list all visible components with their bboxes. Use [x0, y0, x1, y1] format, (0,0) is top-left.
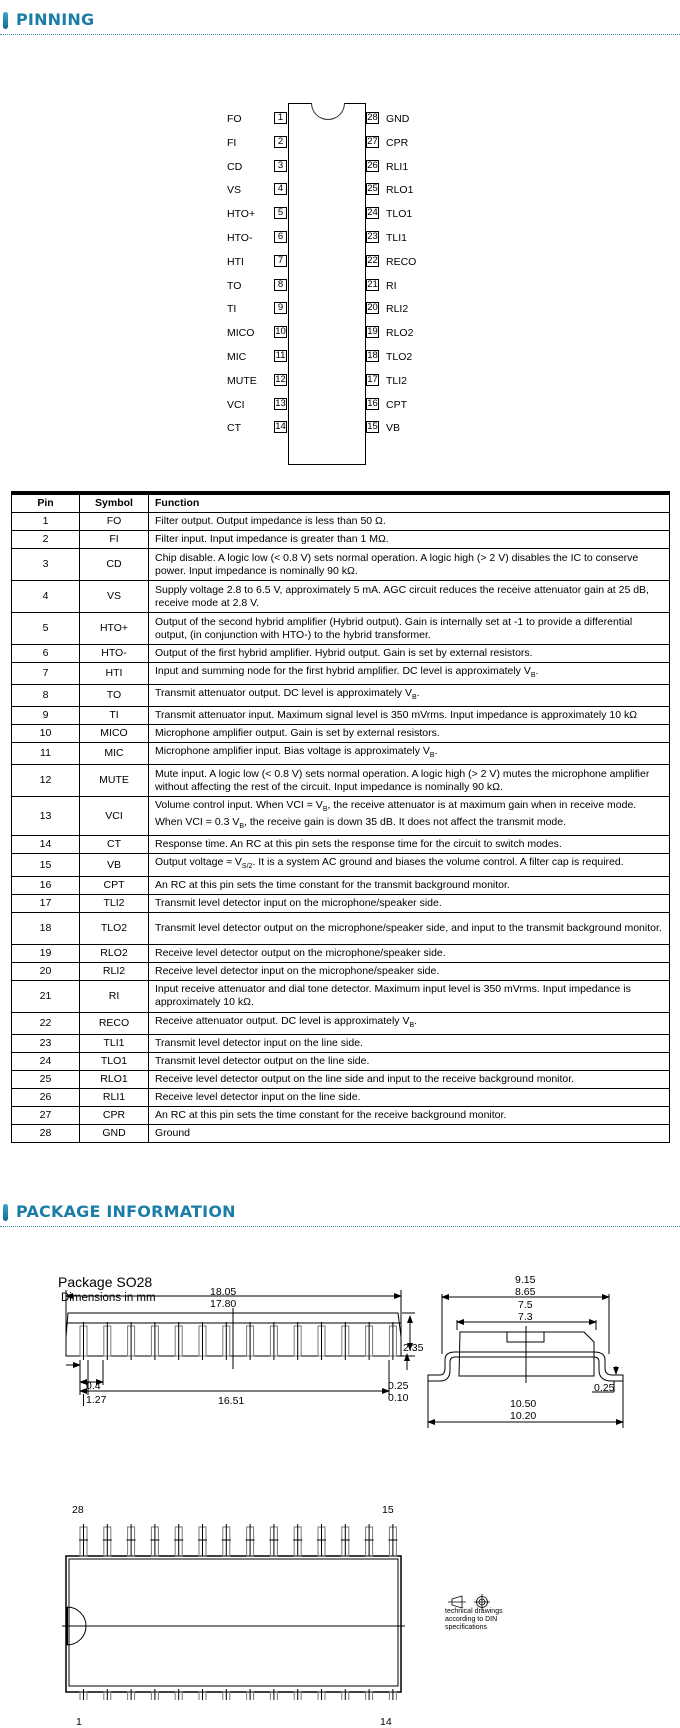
symbol-cell: CT	[80, 836, 149, 854]
function-cell: Chip disable. A logic low (< 0.8 V) sets normal operation. A logic high (> 2 V) disables the IC to conserve power. Input impedance is nominally 90 kΩ.	[149, 549, 670, 581]
pin-number-box: 28	[367, 112, 378, 123]
pin-number-box: 26	[367, 160, 378, 171]
pin-number-box: 27	[367, 136, 378, 147]
chip-notch-icon	[311, 103, 345, 120]
dim-length	[210, 1286, 236, 1310]
pin-number-box: 11	[275, 350, 286, 361]
pin-label-28: 28	[72, 1504, 84, 1516]
pin-cell: 18	[12, 912, 80, 944]
symbol-cell: VCI	[80, 797, 149, 836]
symbol-cell: TLI2	[80, 894, 149, 912]
symbol-cell: RECO	[80, 1012, 149, 1034]
function-cell: Receive level detector input on the line side.	[149, 1088, 670, 1106]
symbol-cell: TO	[80, 685, 149, 707]
function-cell: Transmit attenuator output. DC level is approximately $V_B$.	[149, 685, 670, 707]
table-row	[12, 743, 670, 765]
table-row	[12, 725, 670, 743]
pin-number-box: 3	[274, 160, 287, 172]
function-cell: Receive level detector output on the line side and input to the receive background monitor.	[149, 1070, 670, 1088]
function-cell: Output of the second hybrid amplifier (Hybrid output). Gain is internally set at -1 to provide a differential output, (in conjunction with HTO-) to the hybrid transformer.	[149, 613, 670, 645]
function-cell: Filter input. Input impedance is greater than 1 MΩ.	[149, 531, 670, 549]
pin-cell: 24	[12, 1052, 80, 1070]
pin-number-box: 21	[367, 279, 378, 290]
symbol-cell: TI	[80, 707, 149, 725]
pin-cell: 16	[12, 876, 80, 894]
dim-value: 9.15	[515, 1274, 536, 1286]
table-row	[12, 531, 670, 549]
package-drawing	[0, 1250, 680, 1728]
pin-cell: 1	[12, 513, 80, 531]
symbol-cell: GND	[80, 1124, 149, 1142]
dim-value: 8.65	[515, 1286, 536, 1298]
function-cell: Response time. An RC at this pin sets the response time for the circuit to switch modes.	[149, 836, 670, 854]
pin-cell: 14	[12, 836, 80, 854]
pin-number-box: 22	[367, 255, 378, 266]
dim-pitch: 1.27	[83, 1394, 106, 1406]
symbol-cell: VS	[80, 581, 149, 613]
pin-name-right: TLO2	[386, 351, 413, 363]
section-header-package	[0, 1200, 680, 1230]
table-row	[12, 876, 670, 894]
table-row	[12, 894, 670, 912]
symbol-cell: CD	[80, 549, 149, 581]
section-title: PINNING	[16, 10, 95, 29]
pin-number-box: 7	[274, 255, 287, 267]
pin-number-box: 14	[275, 421, 286, 432]
symbol-cell: TLO2	[80, 912, 149, 944]
function-cell: Mute input. A logic low (< 0.8 V) sets normal operation. A logic high (> 2 V) mutes the microphone amplifier without affecting the rest of the circuit. Input impedance is nominally 90 kΩ.	[149, 765, 670, 797]
pin-number-box: 18	[367, 350, 378, 361]
function-cell: Ground	[149, 1124, 670, 1142]
pin-cell: 25	[12, 1070, 80, 1088]
pin-name-right: GND	[386, 113, 410, 125]
pin-cell: 3	[12, 549, 80, 581]
pin-number-box: 17	[367, 374, 378, 385]
symbol-cell: HTI	[80, 663, 149, 685]
column-header-function: Function	[149, 493, 670, 513]
symbol-cell: TLI1	[80, 1034, 149, 1052]
pin-name-right: CPR	[386, 137, 409, 149]
dim-body-width	[518, 1299, 533, 1323]
table-row	[12, 707, 670, 725]
function-cell: An RC at this pin sets the time constant for the transmit background monitor.	[149, 876, 670, 894]
pin-cell: 20	[12, 962, 80, 980]
table-header-row	[12, 493, 670, 513]
pin-number-box: 9	[274, 302, 287, 314]
pin-number-box: 15	[367, 421, 378, 432]
pin-name-left: FO	[227, 113, 242, 125]
table-row	[12, 581, 670, 613]
pin-name-left: MIC	[227, 351, 247, 363]
pin-number-box: 8	[274, 279, 287, 291]
pin-cell: 27	[12, 1106, 80, 1124]
symbol-cell: CPR	[80, 1106, 149, 1124]
pin-diagram	[0, 0, 680, 480]
pin-number-box: 24	[367, 207, 378, 218]
table-row	[12, 854, 670, 876]
pin-cell: 5	[12, 613, 80, 645]
symbol-cell: HTO+	[80, 613, 149, 645]
symbol-cell: FI	[80, 531, 149, 549]
din-note	[445, 1608, 503, 1632]
table-row	[12, 663, 670, 685]
symbol-cell: RI	[80, 980, 149, 1012]
pin-cell: 11	[12, 743, 80, 765]
function-cell: Transmit attenuator input. Maximum signal level is 350 mVrms. Input impedance is approximately 10 kΩ	[149, 707, 670, 725]
pin-name-left: VCI	[227, 399, 245, 411]
function-cell: Filter output. Output impedance is less than 50 Ω.	[149, 513, 670, 531]
table-row	[12, 797, 670, 836]
pin-name-right: CPT	[386, 399, 407, 411]
pin-cell: 4	[12, 581, 80, 613]
pin-label-15: 15	[382, 1504, 394, 1516]
dim-value: 0.10	[388, 1392, 409, 1404]
function-cell: Receive level detector input on the microphone/speaker side.	[149, 962, 670, 980]
pin-number-box: 19	[367, 326, 378, 337]
pin-name-left: HTI	[227, 256, 244, 268]
symbol-cell: RLI2	[80, 962, 149, 980]
table-row	[12, 912, 670, 944]
pin-number-box: 25	[367, 183, 378, 194]
function-cell: An RC at this pin sets the time constant for the receive background monitor.	[149, 1106, 670, 1124]
pin-name-right: TLI2	[386, 375, 408, 387]
function-cell: Microphone amplifier input. Bias voltage is approximately $V_B$.	[149, 743, 670, 765]
dim-value: 0.25	[388, 1380, 409, 1392]
function-cell: Output voltage ≈ $V_{S/2}$. It is a system AC ground and biases the volume control. A filter cap is required.	[149, 854, 670, 876]
dim-value: 10.20	[510, 1410, 537, 1422]
din-note-line: technical drawings	[445, 1608, 503, 1615]
table-row	[12, 962, 670, 980]
function-cell: Volume control input. When VCI = $V_B$, the receive attenuator is at maximum gain when in receive mode. When VCI = 0.3 $V_B$, the receive gain is down 35 dB. It does not affect the transmit mode.	[149, 797, 670, 836]
pin-number-box: 16	[367, 398, 378, 409]
dim-value: 7.5	[518, 1299, 533, 1311]
pin-cell: 2	[12, 531, 80, 549]
pin-cell: 15	[12, 854, 80, 876]
pin-name-right: TLO1	[386, 208, 413, 220]
symbol-cell: MICO	[80, 725, 149, 743]
pin-label-1: 1	[76, 1716, 82, 1728]
pin-number-box: 1	[274, 112, 287, 124]
pin-number-box: 13	[275, 398, 286, 409]
dotted-divider	[0, 1226, 680, 1227]
dim-lead-width: 0.4	[86, 1380, 101, 1392]
dim-standoff	[388, 1380, 408, 1404]
pin-name-left: HTO+	[227, 208, 256, 220]
din-note-line: according to DIN	[445, 1616, 498, 1623]
pin-cell: 6	[12, 645, 80, 663]
function-cell: Receive level detector output on the microphone/speaker side.	[149, 944, 670, 962]
symbol-cell: RLO1	[80, 1070, 149, 1088]
table-row	[12, 645, 670, 663]
column-header-pin: Pin	[12, 493, 80, 513]
table-row	[12, 765, 670, 797]
table-row	[12, 613, 670, 645]
package-outline-drawing	[0, 1250, 680, 1700]
table-row	[12, 685, 670, 707]
pin-table-body	[12, 513, 670, 1143]
column-header-symbol: Symbol	[80, 493, 149, 513]
symbol-cell: RLI1	[80, 1088, 149, 1106]
table-row	[12, 980, 670, 1012]
pin-number-box: 23	[367, 231, 378, 242]
pin-name-left: CT	[227, 422, 241, 434]
header-bar-icon	[3, 1204, 8, 1221]
pin-number-box: 6	[274, 231, 287, 243]
function-cell: Transmit level detector output on the microphone/speaker side, and input to the transmit background monitor.	[149, 912, 670, 944]
pin-cell: 23	[12, 1034, 80, 1052]
dim-overall-width	[510, 1398, 536, 1422]
pin-number-box: 4	[274, 183, 287, 195]
dim-value: 18.05	[210, 1286, 237, 1298]
package-name: Package SO28	[58, 1274, 153, 1290]
pin-name-right: VB	[386, 422, 401, 434]
symbol-cell: FO	[80, 513, 149, 531]
function-cell: Transmit level detector input on the microphone/speaker side.	[149, 894, 670, 912]
pin-cell: 21	[12, 980, 80, 1012]
pin-name-left: MUTE	[227, 375, 257, 387]
table-row	[12, 1088, 670, 1106]
pin-number-box: 20	[367, 302, 378, 313]
pin-cell: 9	[12, 707, 80, 725]
pin-name-left: CD	[227, 161, 243, 173]
package-units: Dimensions in mm	[61, 1292, 156, 1304]
pin-name-right: RLO1	[386, 184, 414, 196]
pin-cell: 17	[12, 894, 80, 912]
pin-name-right: RLI1	[386, 161, 409, 173]
table-row	[12, 944, 670, 962]
symbol-cell: HTO-	[80, 645, 149, 663]
table-row	[12, 513, 670, 531]
symbol-cell: CPT	[80, 876, 149, 894]
section-title: PACKAGE INFORMATION	[16, 1202, 236, 1221]
pin-name-right: RI	[386, 280, 397, 292]
table-row	[12, 1124, 670, 1142]
pin-number-box: 12	[275, 374, 286, 385]
pin-cell: 19	[12, 944, 80, 962]
function-cell: Input receive attenuator and dial tone detector. Maximum input level is 350 mVrms. Input impedance is approximately 10 kΩ.	[149, 980, 670, 1012]
dim-lead-thickness: 0.25	[594, 1382, 615, 1394]
symbol-cell: MUTE	[80, 765, 149, 797]
dim-value: 7.3	[518, 1311, 533, 1323]
pin-number-box: 10	[275, 326, 286, 337]
pin-name-right: RECO	[386, 256, 417, 268]
pin-number-box: 2	[274, 136, 287, 148]
table-row	[12, 1012, 670, 1034]
dim-lead-span	[515, 1274, 535, 1298]
function-cell: Receive attenuator output. DC level is approximately $V_B$.	[149, 1012, 670, 1034]
pin-name-left: FI	[227, 137, 237, 149]
pin-cell: 22	[12, 1012, 80, 1034]
symbol-cell: RLO2	[80, 944, 149, 962]
function-cell: Microphone amplifier output. Gain is set by external resistors.	[149, 725, 670, 743]
function-cell: Output of the first hybrid amplifier. Hybrid output. Gain is set by external resistors.	[149, 645, 670, 663]
table-row	[12, 549, 670, 581]
pin-name-right: RLO2	[386, 327, 414, 339]
pin-cell: 26	[12, 1088, 80, 1106]
table-row	[12, 836, 670, 854]
dim-pin-span: 16.51	[218, 1395, 245, 1407]
pin-cell: 10	[12, 725, 80, 743]
chip-body	[288, 103, 366, 465]
pin-cell: 13	[12, 797, 80, 836]
pin-name-left: HTO-	[227, 232, 253, 244]
table-row	[12, 1052, 670, 1070]
pin-table	[11, 491, 670, 1143]
table-row	[12, 1070, 670, 1088]
dim-value: 10.50	[510, 1398, 537, 1410]
din-note-line: specifications	[445, 1624, 488, 1631]
function-cell: Transmit level detector input on the line side.	[149, 1034, 670, 1052]
symbol-cell: TLO1	[80, 1052, 149, 1070]
pin-cell: 8	[12, 685, 80, 707]
pin-name-left: TI	[227, 303, 237, 315]
symbol-cell: MIC	[80, 743, 149, 765]
function-cell: Input and summing node for the first hybrid amplifier. DC level is approximately $V_B$.	[149, 663, 670, 685]
pin-name-right: TLI1	[386, 232, 408, 244]
symbol-cell: VB	[80, 854, 149, 876]
pin-name-left: TO	[227, 280, 242, 292]
pin-name-left: MICO	[227, 327, 255, 339]
table-row	[12, 1106, 670, 1124]
pin-cell: 7	[12, 663, 80, 685]
pin-number-box: 5	[274, 207, 287, 219]
pin-cell: 12	[12, 765, 80, 797]
pin-name-right: RLI2	[386, 303, 409, 315]
pin-name-left: VS	[227, 184, 242, 196]
table-row	[12, 1034, 670, 1052]
function-cell: Transmit level detector output on the line side.	[149, 1052, 670, 1070]
pin-cell: 28	[12, 1124, 80, 1142]
function-cell: Supply voltage 2.8 to 6.5 V, approximately 5 mA. AGC circuit reduces the receive attenuator gain at 25 dB, receive mode at 2.8 V.	[149, 581, 670, 613]
dim-value: 17.80	[210, 1298, 237, 1310]
dim-height: 2.35	[403, 1342, 424, 1354]
pin-label-14: 14	[380, 1716, 392, 1728]
